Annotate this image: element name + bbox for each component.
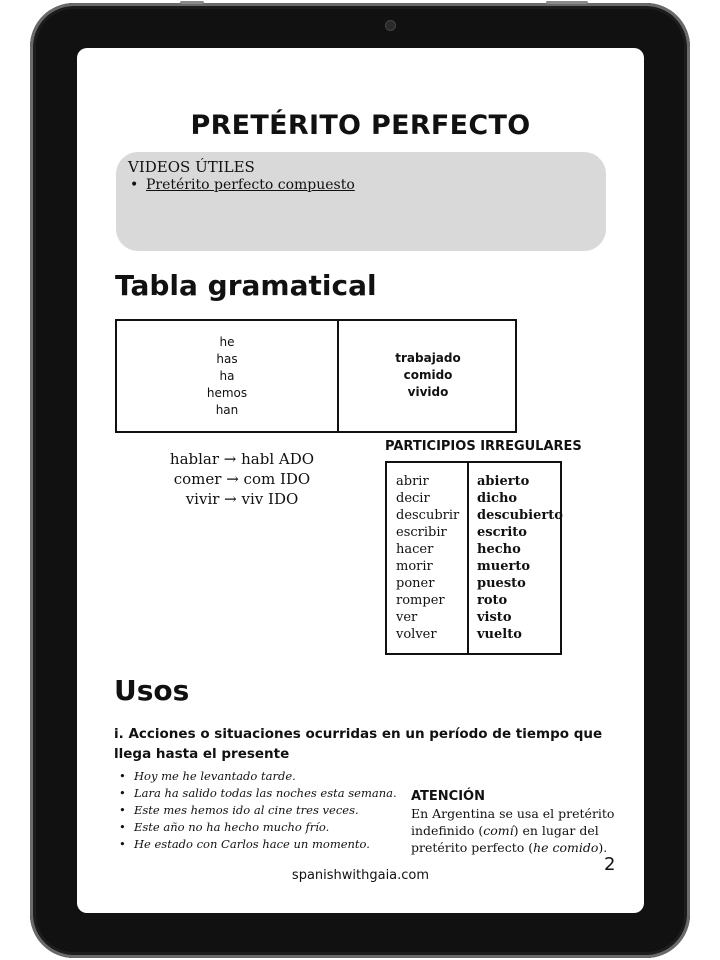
uso-item-heading: i. Acciones o situaciones ocurridas en un período de tiempo que llega hasta el presente: [114, 726, 603, 762]
camera-icon: [385, 20, 396, 31]
attention-text-part: En Argentina se usa el pretérito indefinido (: [411, 806, 615, 838]
example-list: [119, 768, 409, 853]
auxiliary-list: [117, 334, 337, 419]
infinitive-cell: poner: [396, 576, 435, 591]
auxiliary-item: hemos: [206, 386, 248, 400]
participle-cell: muerto: [477, 559, 531, 574]
attention-text-part: ) en lugar del pretérito perfecto (: [411, 823, 599, 855]
participle-item: comido: [403, 368, 453, 382]
participle-cell: visto: [477, 610, 512, 625]
table-divider: [467, 463, 469, 653]
auxiliary-item: has: [216, 352, 238, 366]
attention-text: [411, 805, 616, 856]
participle-column: [477, 473, 563, 643]
grammar-heading: Tabla gramatical: [115, 269, 377, 302]
example-item: • Este mes hemos ido al cine tres veces.: [119, 802, 409, 819]
infinitive-cell: abrir: [396, 474, 429, 489]
example-item: • Este año no ha hecho mucho frío.: [119, 819, 409, 836]
example-item: • Lara ha salido todas las noches esta semana.: [119, 785, 409, 802]
page-number: 2: [604, 854, 616, 875]
irregular-table: [385, 461, 562, 655]
video-link-label: Pretérito perfecto compuesto: [146, 177, 355, 193]
participle-cell: dicho: [477, 491, 518, 506]
auxiliary-item: han: [215, 403, 239, 417]
conjugation-rule: comer → com IDO: [173, 470, 311, 488]
videos-box: [116, 152, 606, 251]
participle-cell: descubierto: [477, 508, 563, 523]
participle-item: vivido: [407, 385, 449, 399]
document-page: [77, 48, 644, 913]
participle-cell: escrito: [477, 525, 527, 540]
infinitive-cell: romper: [396, 593, 445, 608]
footer-website: spanishwithgaia.com: [291, 868, 430, 883]
infinitive-cell: ver: [396, 610, 418, 625]
infinitive-cell: volver: [396, 627, 437, 642]
infinitive-cell: morir: [396, 559, 433, 574]
participle-cell: hecho: [477, 542, 521, 557]
volume-button: [180, 1, 204, 4]
participle-cell: vuelto: [477, 627, 522, 642]
participle-item: trabajado: [395, 351, 461, 365]
auxiliary-item: he: [219, 335, 235, 349]
attention-emphasis: comí: [483, 823, 514, 838]
conjugation-rule: vivir → viv IDO: [185, 490, 299, 508]
irregular-heading: PARTICIPIOS IRREGULARES: [385, 439, 582, 454]
example-item: • Hoy me he levantado tarde.: [119, 768, 409, 785]
attention-heading: ATENCIÓN: [411, 789, 485, 804]
participle-cell: abierto: [477, 474, 530, 489]
infinitive-cell: hacer: [396, 542, 434, 557]
example-item: • He estado con Carlos hace un momento.: [119, 836, 409, 853]
video-link[interactable]: [132, 177, 355, 193]
attention-emphasis: he comido: [533, 840, 599, 855]
participle-cell: puesto: [477, 576, 526, 591]
infinitive-cell: decir: [396, 491, 430, 506]
conjugation-rule: hablar → habl ADO: [169, 450, 315, 468]
page-title: PRETÉRITO PERFECTO: [190, 110, 531, 141]
grammar-table: [115, 319, 517, 433]
attention-text-part: ).: [598, 840, 608, 855]
videos-heading: VIDEOS ÚTILES: [128, 158, 255, 176]
participle-list: [339, 350, 517, 401]
conjugation-rules: [137, 449, 347, 509]
power-button: [546, 1, 588, 4]
usos-heading: Usos: [114, 674, 190, 707]
infinitive-cell: escribir: [396, 525, 447, 540]
infinitive-column: [396, 473, 459, 643]
participle-cell: roto: [477, 593, 508, 608]
infinitive-cell: descubrir: [396, 508, 460, 523]
auxiliary-item: ha: [219, 369, 235, 383]
